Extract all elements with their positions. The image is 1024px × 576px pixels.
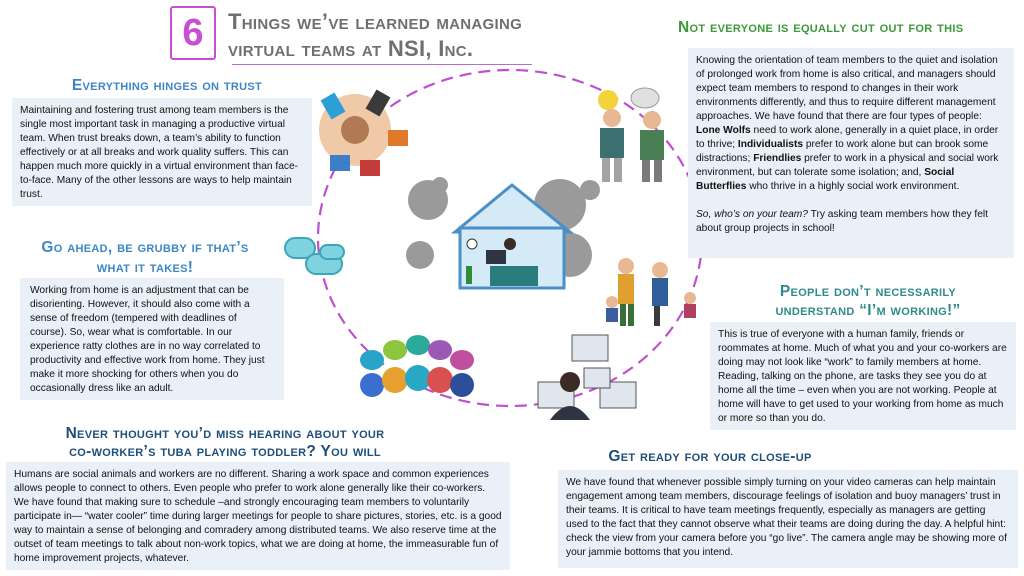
- not-everyone-p1-b: need to work alone, generally in a quiet place, in order to thrive;: [696, 125, 999, 150]
- working-heading: [728, 282, 1008, 320]
- page-title: [228, 8, 628, 62]
- tip-count: 6: [170, 6, 216, 60]
- grubby-body: Working from home is an adjustment that can be disorienting. However, it should also come with a sense of freedom (tempered with deadlines of course). So, wear what is comfortable. In our experience ratty clothes are in no way correlated to productivity and effective work from home. They just make it more shocking for others when you do occasionally dress like an adult.: [20, 278, 284, 400]
- working-heading-line-2: understand “I’m working!”: [775, 302, 961, 319]
- type-friendlies: Friendlies: [753, 153, 802, 164]
- trust-body: Maintaining and fostering trust among team members is the single most important task in managing a productive virtual team. When trust breaks down, a team’s ability to function effectively or at all breaks and work quality suffers. This can happen much more quickly in a virtual environment than face-to-face. Many of the other lessons are ways to help maintain trust.: [12, 98, 312, 206]
- working-heading-line-1: People don’t necessarily: [779, 283, 957, 300]
- title-line-1: Things we’ve learned managing: [228, 9, 523, 34]
- heads-speech-icon: [360, 335, 474, 397]
- not-everyone-p1-c: prefer to work alone but can brook some distractions;: [696, 139, 989, 164]
- grubby-heading-line-2: what it takes!: [96, 259, 194, 276]
- video-call-icon: [538, 335, 636, 420]
- tuba-heading-line-2: co-worker’s tuba playing toddler? You will: [69, 443, 381, 460]
- working-body: This is true of everyone with a human family, friends or roommates at home. Much of what you and your co-workers are doing may not look like “work” to family members at home. Reading, talking on the phone, are tasks they see you do at home all the time – even when you are not working. People at home will have to get used to your working from home as much or more so than you do.: [710, 322, 1016, 430]
- type-individualists: Individualists: [737, 139, 804, 150]
- closeup-heading: Get ready for your close-up: [608, 448, 812, 465]
- not-everyone-p1-e: who thrive in a highly social work environment.: [746, 181, 960, 192]
- not-everyone-body: [688, 48, 1014, 258]
- trust-heading: Everything hinges on trust: [71, 77, 263, 94]
- family-icon: [606, 258, 696, 326]
- grubby-heading: [10, 238, 280, 278]
- tuba-heading-line-1: Never thought you’d miss hearing about your: [65, 425, 385, 442]
- tuba-body: Humans are social animals and workers are no different. Sharing a work space and common experiences allows people to connect to others. Even people who prefer to work alone generally like their co-workers. We have found that making sure to schedule –and strongly encouraging team members to voluntarily participate in— “water cooler” time during larger meetings for people to share pictures, stories, etc. is a good way to maintain a sense of belonging and comradery among distributed teams. We also reserve time at the outset of team meetings to talk about non-work topics, what we are doing at home, the immeasurable fun of home improvement projects, whatever.: [6, 462, 510, 570]
- not-everyone-p1-d: prefer to work in a physical and social work environment, but can tolerate some isolation; and,: [696, 153, 999, 178]
- pills-icon: [285, 238, 344, 274]
- introvert-extrovert-icon: [598, 88, 664, 182]
- not-everyone-p2: Try asking team members how they felt about group projects in school!: [696, 209, 988, 234]
- grubby-heading-line-1: Go ahead, be grubby if that’s: [41, 239, 249, 256]
- not-everyone-p1-a: Knowing the orientation of team members to the quiet and isolation of prolonged work from home is also critical, and managers should expect team members to respond to changes in their work environments differently, and thus to require different management approaches. We have found that there are four types of people:: [696, 55, 998, 122]
- title-underline: [232, 64, 532, 65]
- type-social-butterflies: Social Butterflies: [696, 167, 955, 192]
- title-line-2: virtual teams at NSI, Inc.: [228, 36, 474, 61]
- tuba-heading: [20, 425, 430, 461]
- not-everyone-question: So, who’s on your team?: [696, 209, 808, 220]
- type-lone-wolfs: Lone Wolfs: [696, 125, 751, 136]
- closeup-body: We have found that whenever possible simply turning on your video cameras can help maintain engagement among team members, discourage feelings of isolation and buoy managers’ trust in their teams. It is critical to have team meetings frequently, especially as managers are getting used to the fact that they cannot observe what their teams are doing during the day. A helpful hint: check the view from your camera before you “go live”. The camera angle may be showing more of your jammie bottoms that you intend.: [558, 470, 1018, 568]
- not-everyone-heading: Not everyone is equally cut out for this: [678, 19, 964, 36]
